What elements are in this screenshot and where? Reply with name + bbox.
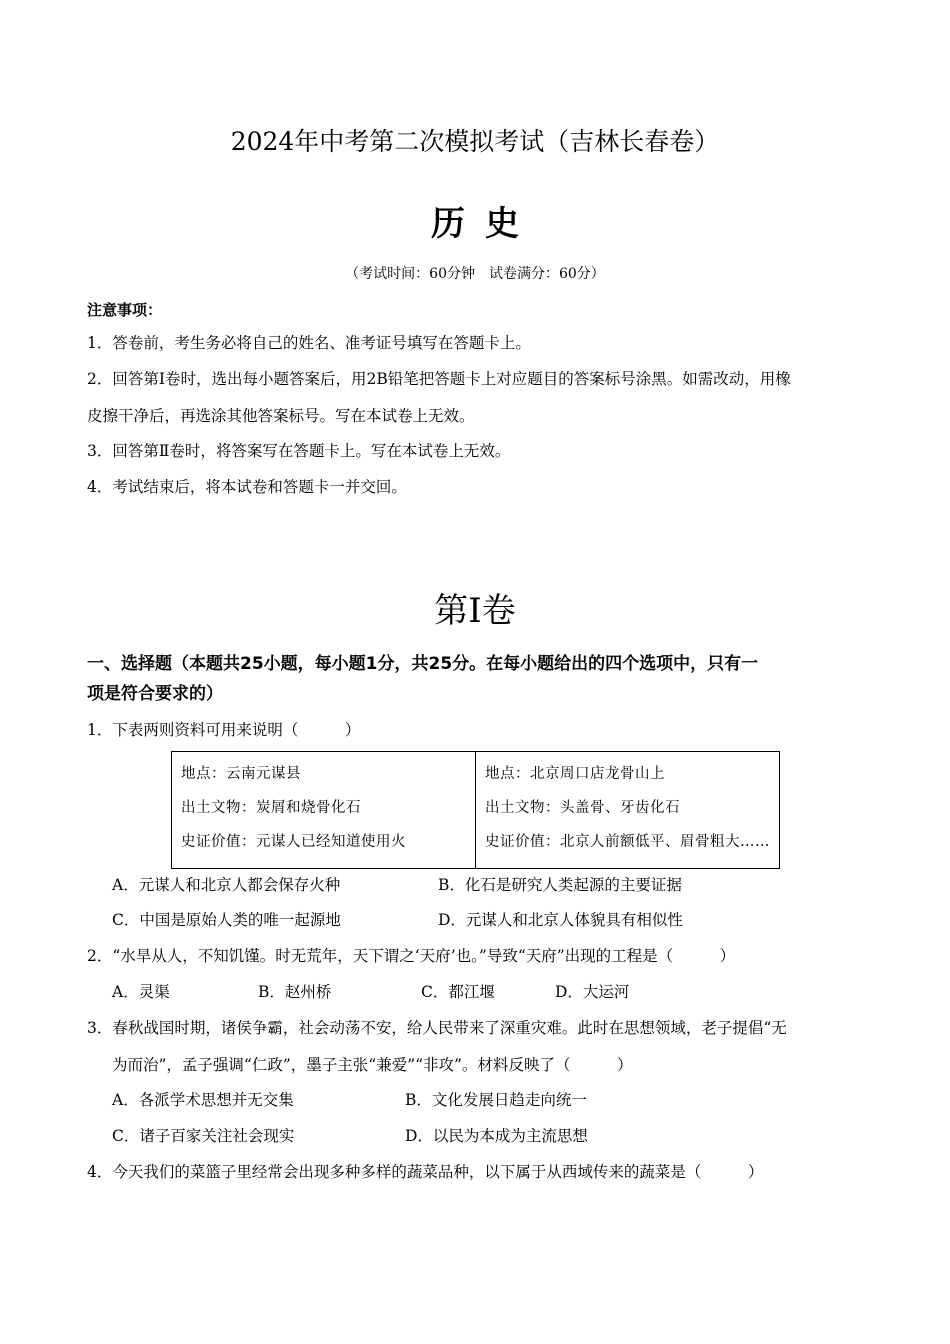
notes-heading: 注意事项： [87,301,163,319]
note-item-1: 1．答卷前，考生务必将自己的姓名、准考证号填写在答题卡上。 [87,334,531,352]
table-cell-text: 出土文物：头盖骨、牙齿化石 [485,800,680,816]
q3-stem-line1: 3．春秋战国时期，诸侯争霸，社会动荡不安，给人民带来了深重灾难。此时在思想领域，老子提倡“无 [87,1019,787,1037]
q4-stem: 4．今天我们的菜篮子里经常会出现多种多样的蔬菜品种，以下属于从西域传来的蔬菜是（ ） [87,1163,764,1181]
q1-option-b: B．化石是研究人类起源的主要证据 [438,876,682,894]
q3-option-b: B．文化发展日趋走向统一 [405,1091,587,1109]
q3-option-a: A．各派学术思想并无交集 [112,1091,294,1109]
note-item-2: 2．回答第Ⅰ卷时，选出每小题答案后，用2B铅笔把答题卡上对应题目的答案标号涂黑。如需改动，用橡 [87,370,791,388]
table-row [172,752,780,869]
q2-option-b: B．赵州桥 [258,983,332,1001]
q1-option-a: A．元谋人和北京人都会保存火种 [112,876,341,894]
table-cell-text: 出土文物：炭屑和烧骨化石 [181,800,361,816]
exam-title: 2024年中考第二次模拟考试（吉林长春卷） [230,127,720,156]
q1-option-d: D．元谋人和北京人体貌具有相似性 [438,911,683,929]
volume-heading: 第Ⅰ卷 [434,591,516,631]
q1-option-c: C．中国是原始人类的唯一起源地 [112,911,341,929]
note-item-4: 4．考试结束后，将本试卷和答题卡一并交回。 [87,478,407,496]
q1-stem: 1．下表两则资料可用来说明（ ） [87,721,361,739]
exam-info: （考试时间：60分钟 试卷满分：60分） [345,266,605,282]
note-item-3: 3．回答第Ⅱ卷时，将答案写在答题卡上。写在本试卷上无效。 [87,442,511,460]
table-cell-left [172,752,476,869]
q2-option-c: C．都江堰 [421,983,495,1001]
q3-option-c: C．诸子百家关注社会现实 [112,1127,295,1145]
q2-option-d: D．大运河 [555,983,630,1001]
q2-option-a: A．灵渠 [112,983,170,1001]
table-cell-right [476,752,780,869]
note-item-2-cont: 皮擦干净后，再选涂其他答案标号。写在本试卷上无效。 [87,407,475,425]
section-heading-line1: 一、选择题（本题共25小题，每小题1分，共25分。在每小题给出的四个选项中，只有一 [87,654,759,674]
table-cell-text: 地点：北京周口店龙骨山上 [485,766,665,782]
q2-stem: 2．“水旱从人，不知饥馑。时无荒年，天下谓之‘天府’也。”导致“天府”出现的工程是（ ） [87,947,736,965]
section-heading-line2: 项是符合要求的） [87,684,223,704]
table-cell-text: 史证价值：北京人前额低平、眉骨粗大…… [485,834,770,850]
q1-source-table [171,751,780,869]
table-cell-text: 地点：云南元谋县 [181,766,301,782]
q3-stem-line2: 为而治”，孟子强调“仁政”，墨子主张“兼爱”“非攻”。材料反映了（ ） [112,1056,633,1074]
table-cell-text: 史证价值：元谋人已经知道使用火 [181,834,406,850]
subject-title: 历史 [431,204,539,244]
q3-option-d: D．以民为本成为主流思想 [405,1127,588,1145]
section-heading [87,649,877,709]
